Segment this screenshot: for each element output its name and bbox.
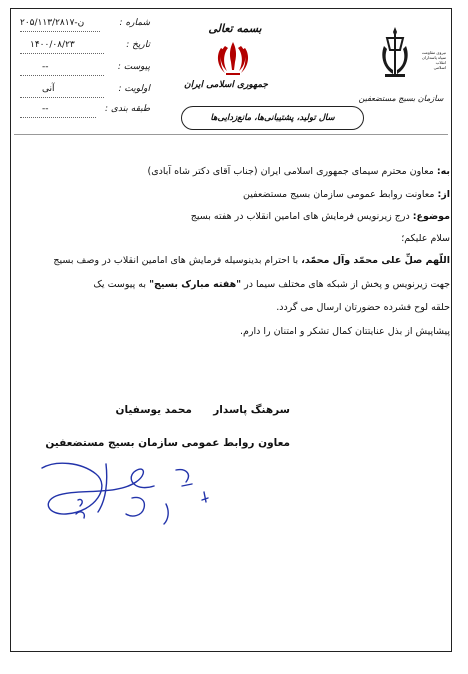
- recipient-label: به:: [436, 166, 450, 177]
- bisij-week-text: "هفته مبارک بسیج": [149, 279, 242, 290]
- organization-caption: سازمان بسیج مستضعفین: [358, 94, 444, 103]
- subject-line: [40, 211, 450, 222]
- sender-value: معاونت روابط عمومی سازمان بسیج مستضعفین: [242, 189, 435, 200]
- year-slogan-banner: سال تولید، پشتیبانی‌ها، مانع‌زدایی‌ها: [181, 106, 364, 130]
- letter-priority-value: آنی: [42, 84, 55, 94]
- greeting: سلام علیکم؛: [401, 233, 450, 244]
- letter-classification-label: طبقه بندی :: [105, 104, 150, 114]
- subject-value: درج زیرنویس فرمایش های امامین انقلاب در هفته بسیج: [190, 211, 410, 222]
- iran-emblem-icon: [216, 40, 250, 76]
- letter-number-label: شماره :: [119, 18, 150, 28]
- letter-classification-value: --: [42, 104, 49, 114]
- letter-attachment-label: پیوست :: [117, 62, 150, 72]
- signer-name: محمد یوسفیان: [115, 404, 192, 416]
- body-line-3: حلقه لوح فشرده حضورتان ارسال می گردد.: [276, 302, 450, 313]
- letter-meta: [20, 16, 150, 116]
- irgc-emblem-icon: [378, 24, 412, 82]
- body-line-2: جهت زیرنویس و پخش از شبکه های مختلف سیما در "هفته مبارک بسیج" به پیوست یک: [93, 279, 450, 290]
- signer-rank-name: [30, 404, 290, 416]
- subject-label: موضوع:: [412, 211, 450, 222]
- letter-date-value: ۱۴۰۰/۰۸/۲۳: [30, 40, 75, 50]
- recipient-value: معاون محترم سیمای جمهوری اسلامی ایران (جناب آقای دکتر شاه آبادی): [147, 166, 434, 177]
- sender-label: از:: [437, 189, 450, 200]
- sender-line: [40, 189, 450, 200]
- irgc-side-text: نیروی مقاومت سپاه پاسداران انقلاب اسلامی: [421, 50, 446, 70]
- government-name: جمهوری اسلامی ایران: [183, 80, 268, 90]
- closing-line: پیشاپیش از بذل عنایتتان کمال تشکر و امتنان را دارم.: [239, 326, 450, 337]
- recipient-line: [40, 166, 450, 177]
- bismillah: بسمه تعالی: [208, 22, 262, 35]
- letter-attachment-value: --: [42, 62, 49, 72]
- letter-number-value: ۲۰۵/۱۱۳/۲۸۱۷-ن: [20, 18, 85, 28]
- body-line-1: اللّهم صلِّ علی محمّد وآل محمّد، با احترام بدینوسیله فرمایش های امامین انقلاب در وصف بسیج: [53, 255, 450, 266]
- letter-date-label: تاریخ :: [126, 40, 150, 50]
- handwritten-signature-icon: [36, 452, 226, 532]
- letter-priority-label: اولویت :: [118, 84, 150, 94]
- salawat-text: اللّهم صلِّ علی محمّد وآل محمّد،: [301, 255, 450, 266]
- signer-rank: سرهنگ پاسدار: [213, 404, 290, 416]
- signer-title: معاون روابط عمومی سازمان بسیج مستضعفین: [45, 437, 290, 449]
- header-divider: [14, 134, 448, 135]
